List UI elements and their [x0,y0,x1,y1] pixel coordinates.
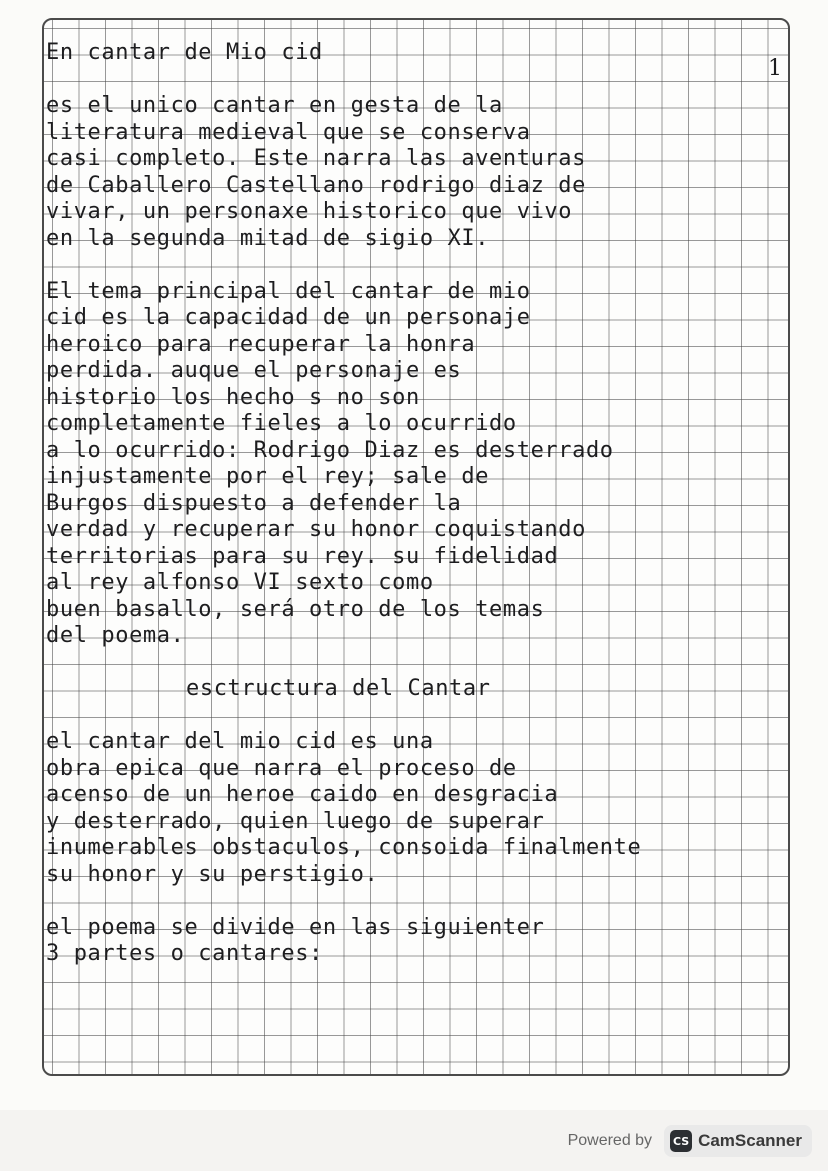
text-line: de Caballero Castellano rodrigo diaz de [46,172,586,198]
text-line: el cantar del mio cid es una [46,729,434,754]
text-line: casi completo. Este narra las aventuras [46,146,586,171]
powered-by-label: Powered by [567,1132,653,1149]
text-line: completamente fieles a lo ocurrido [46,411,517,436]
camscanner-logo-icon: CS [670,1130,692,1152]
text-line: heroico para recuperar la honra [46,331,476,357]
text-line: cid es la capacidad de un personaje [46,305,531,330]
text-line: Burgos dispuesto a defender la [46,490,462,516]
blank-line [46,252,806,279]
text-line: a lo ocurrido: Rodrigo Diaz es desterrado [46,437,614,463]
page-title: En cantar de Mio cid [46,40,323,65]
text-line: al rey alfonso VI sexto como [46,570,434,595]
paragraph-parts [46,915,806,968]
text-line: perdida. auque el personaje es [46,358,462,383]
camscanner-badge [664,1125,812,1157]
text-line: literatura medieval que se conserva [46,119,531,145]
paragraph-structure [46,729,806,888]
text-line: vivar, un personaxe historico que vivo [46,199,573,224]
section-heading: esctructura del Cantar [186,676,491,701]
page-number: 1 [768,56,782,81]
paragraph-theme [46,279,806,650]
text-line: acenso de un heroe caido en desgracia [46,782,559,807]
text-line: territorias para su rey. su fidelidad [46,543,559,569]
blank-line [46,650,806,677]
text-line: el poema se divide en las siguienter [46,914,545,940]
blank-line [46,67,806,94]
text-line: del poema. [46,623,185,648]
text-line: es el unico cantar en gesta de la [46,93,503,118]
paragraph-intro [46,93,806,252]
camscanner-watermark [568,1124,812,1158]
text-line: verdad y recuperar su honor coquistando [46,517,586,542]
blank-line [46,703,806,730]
handwritten-text [46,40,806,968]
text-line: injustamente por el rey; sale de [46,464,490,489]
text-line: obra epica que narra el proceso de [46,755,517,781]
text-line: historio los hecho s no son [46,384,420,410]
text-line: 3 partes o cantares: [46,941,323,966]
text-line: en la segunda mitad de sigio XI. [46,225,490,251]
text-line: El tema principal del cantar de mio [46,278,531,304]
text-line: buen basallo, será otro de los temas [46,596,545,622]
blank-line [46,888,806,915]
camscanner-brand: CamScanner [698,1131,802,1150]
text-line: inumerables obstaculos, consoida finalmente [46,835,642,860]
text-line: su honor y su perstigio. [46,861,379,887]
text-line: y desterrado, quien luego de superar [46,808,545,834]
